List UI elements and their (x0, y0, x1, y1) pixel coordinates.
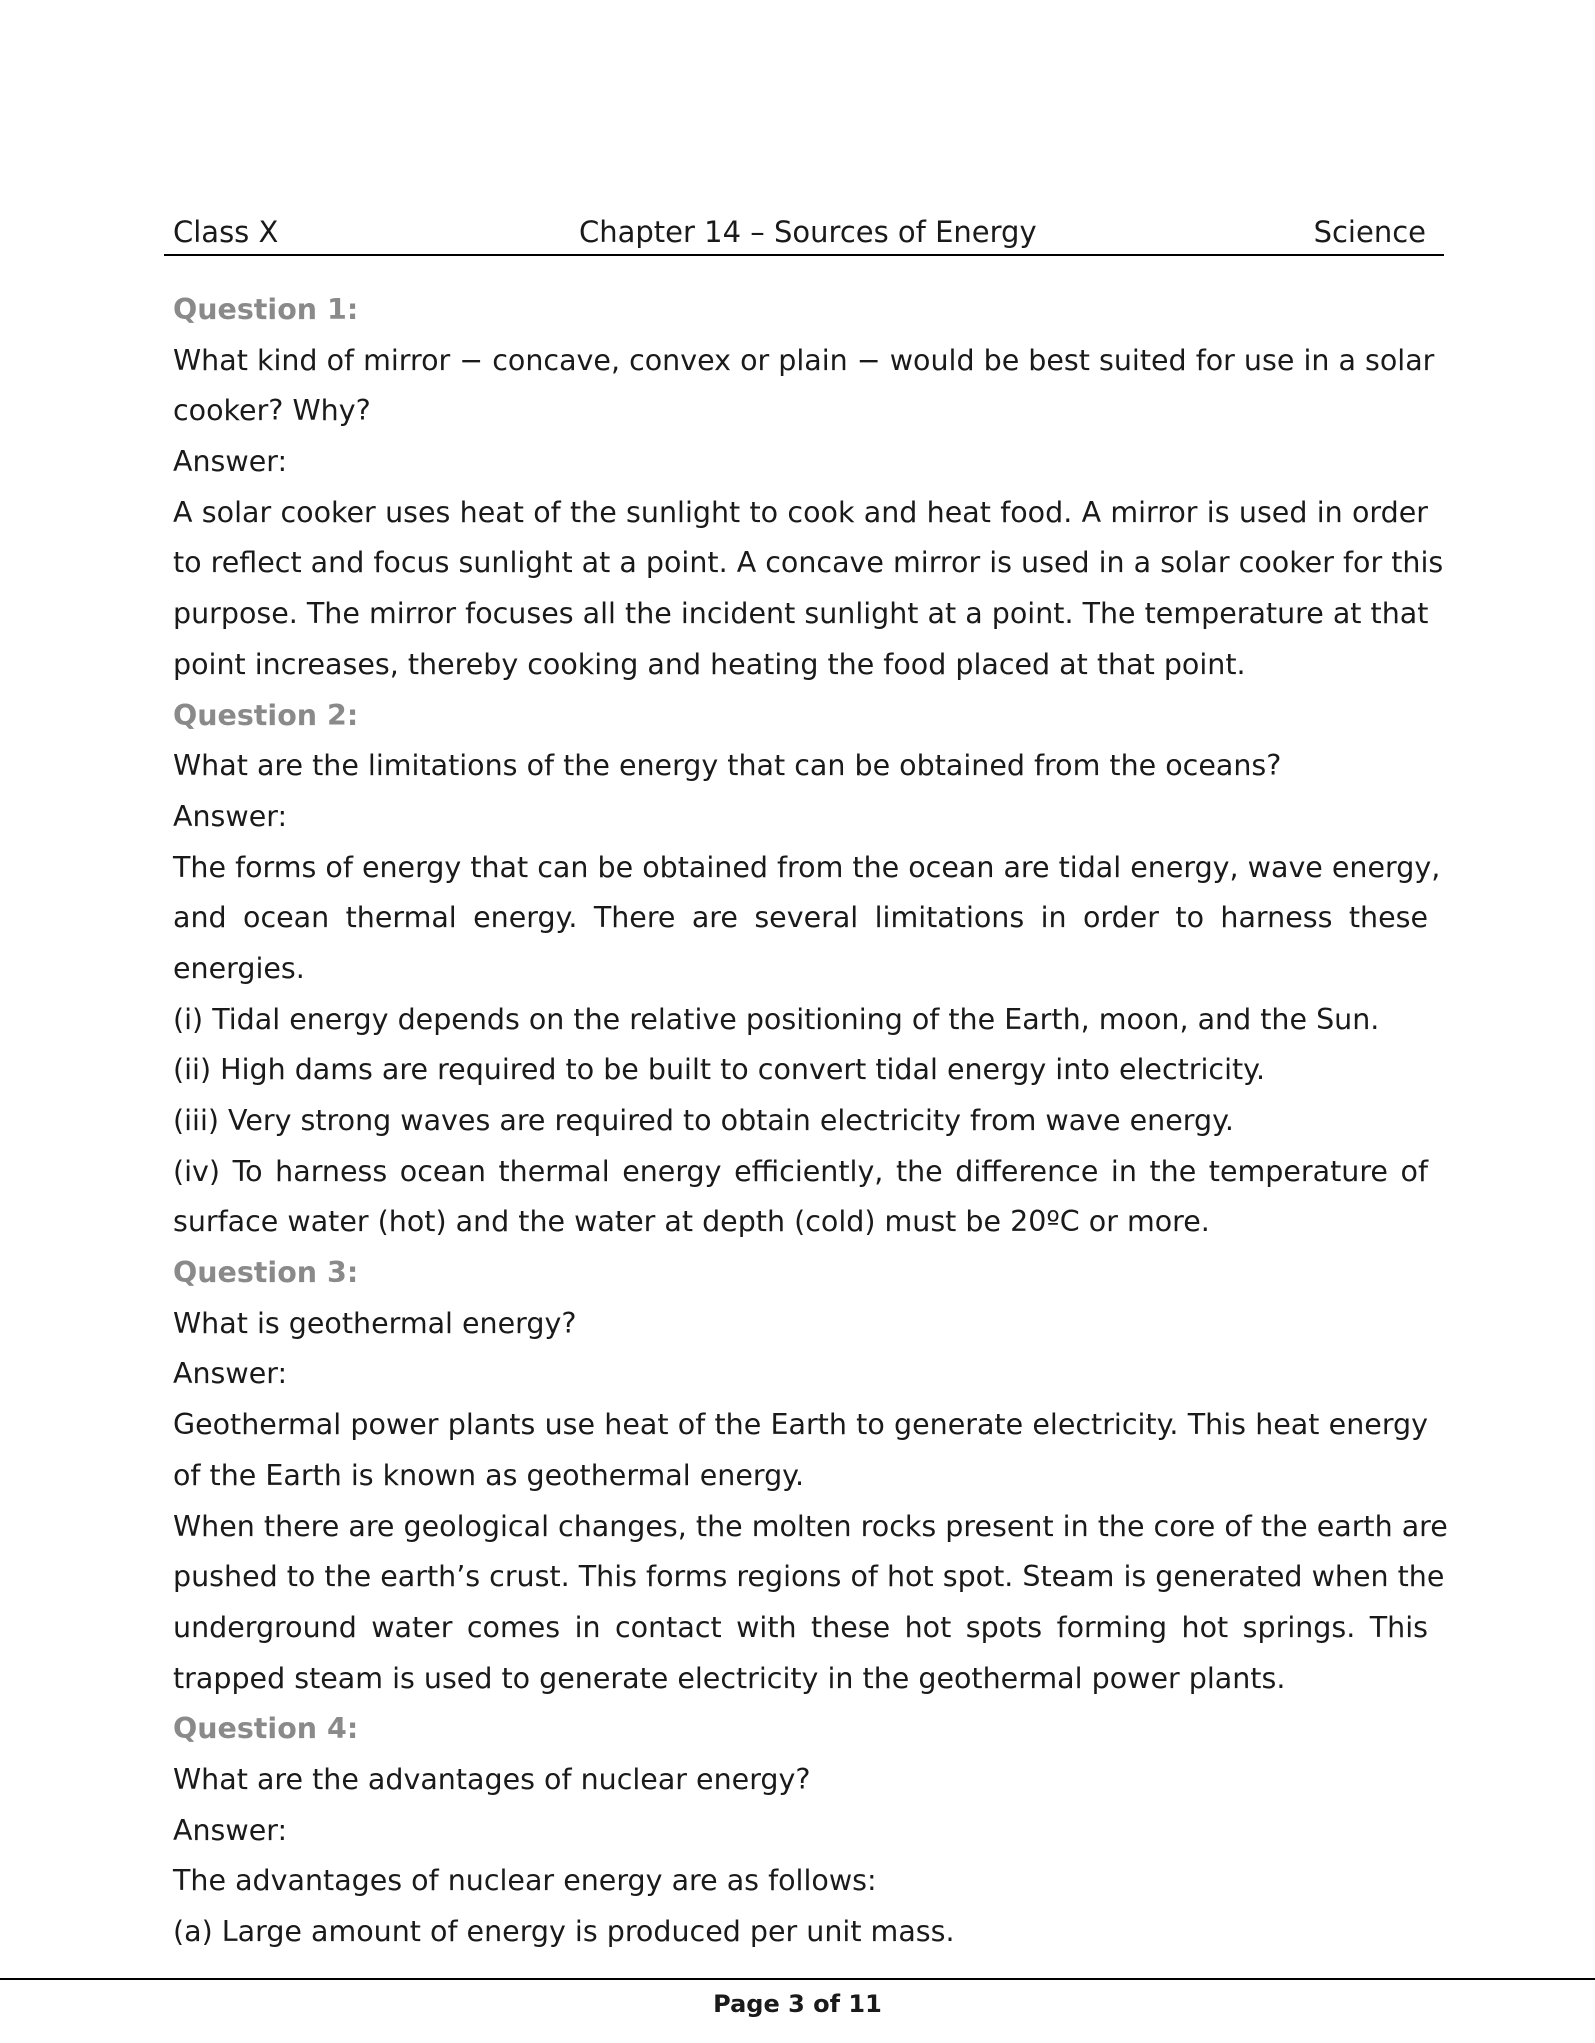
answer-4-list-item: (a) Large amount of energy is produced per unit mass. (173, 1915, 955, 1948)
header-class: Class X (173, 215, 279, 249)
question-1-text: What kind of mirror − concave, convex or plain − would be best suited for use in a solar (173, 343, 1435, 377)
header-chapter-title: Chapter 14 – Sources of Energy (579, 215, 1037, 249)
answer-2-list-item: (iv) To harness ocean thermal energy efficiently, the difference in the temperature of (173, 1154, 1428, 1188)
answer-2-list-item: (ii) High dams are required to be built to convert tidal energy into electricity. (173, 1053, 1266, 1087)
answer-1-text: point increases, thereby cooking and heating the food placed at that point. (173, 647, 1246, 681)
question-4-title: Question 4: (173, 1712, 359, 1746)
question-1-title: Question 1: (173, 293, 359, 326)
answer-1-label: Answer: (173, 445, 288, 479)
page-content (173, 285, 1448, 1958)
answer-2-list-item: (iii) Very strong waves are required to obtain electricity from wave energy. (173, 1104, 1234, 1137)
answer-4-text: The advantages of nuclear energy are as follows: (173, 1864, 877, 1898)
answer-2-list-item: (i) Tidal energy depends on the relative positioning of the Earth, moon, and the Sun. (173, 1002, 1380, 1036)
page-number: Page 3 of 11 (713, 1990, 882, 2018)
answer-2-text: energies. (173, 951, 305, 985)
question-3-title: Question 3: (173, 1256, 359, 1290)
answer-2-list-item: surface water (hot) and the water at depth (cold) must be 20ºC or more. (173, 1205, 1210, 1239)
page-header (164, 204, 1444, 256)
header-subject: Science (1313, 215, 1426, 249)
question-2-text: What are the limitations of the energy that can be obtained from the oceans? (173, 749, 1282, 783)
answer-2-text: and ocean thermal energy. There are several limitations in order to harness these (173, 901, 1428, 935)
footer-divider (0, 1978, 1595, 1980)
answer-1-text: to reflect and focus sunlight at a point. A concave mirror is used in a solar cooker for this (173, 546, 1444, 580)
answer-3-label: Answer: (173, 1357, 288, 1391)
question-2-title: Question 2: (173, 698, 359, 732)
answer-3-text: of the Earth is known as geothermal energy. (173, 1458, 805, 1492)
answer-1-text: A solar cooker uses heat of the sunlight to cook and heat food. A mirror is used in order (173, 495, 1428, 529)
answer-4-label: Answer: (173, 1813, 288, 1847)
answer-2-label: Answer: (173, 799, 288, 833)
answer-3-text: pushed to the earth’s crust. This forms regions of hot spot. Steam is generated when the (173, 1560, 1445, 1594)
question-3-text: What is geothermal energy? (173, 1306, 577, 1340)
answer-3-text: underground water comes in contact with these hot spots forming hot springs. This (173, 1610, 1428, 1644)
answer-1-text: purpose. The mirror focuses all the incident sunlight at a point. The temperature at that (173, 597, 1429, 631)
answer-2-text: The forms of energy that can be obtained from the ocean are tidal energy, wave energy, (173, 850, 1441, 884)
question-4-text: What are the advantages of nuclear energy? (173, 1762, 811, 1796)
answer-3-text: When there are geological changes, the molten rocks present in the core of the earth are (173, 1509, 1448, 1543)
answer-3-text: Geothermal power plants use heat of the Earth to generate electricity. This heat energy (173, 1408, 1428, 1442)
question-1-text: cooker? Why? (173, 394, 371, 428)
answer-3-text: trapped steam is used to generate electricity in the geothermal power plants. (173, 1661, 1286, 1695)
